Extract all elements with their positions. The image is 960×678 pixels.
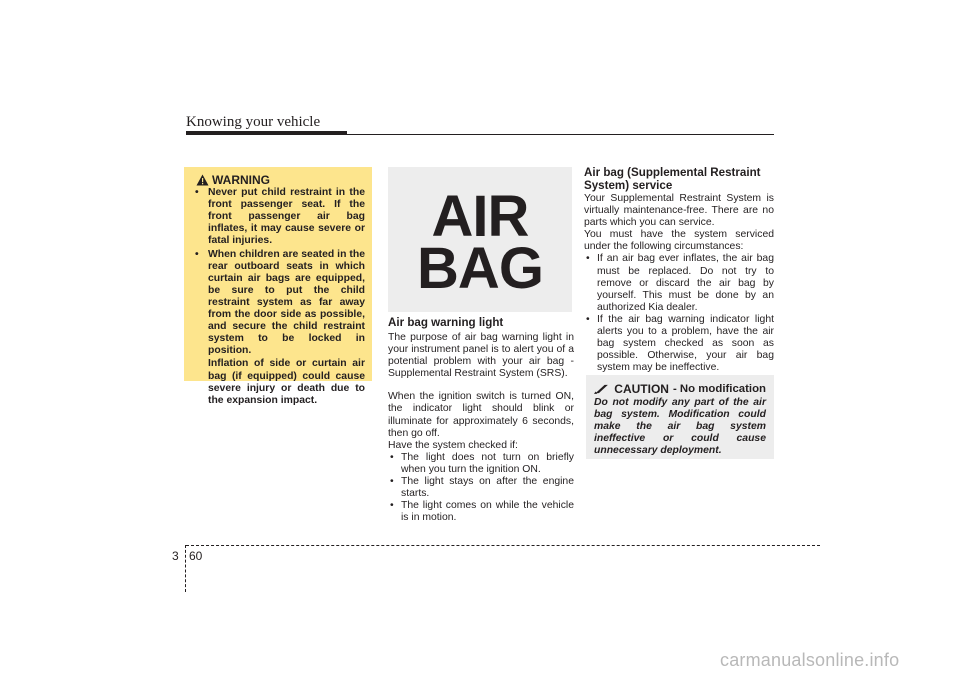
list-item [388, 476, 574, 500]
list-item [388, 452, 574, 476]
list-item-text: The light comes on while the vehicle is in motion. [401, 500, 574, 524]
warning-heading-row [196, 174, 365, 186]
page-number: 60 [189, 549, 203, 563]
airbag-warning-symbol [388, 167, 572, 312]
warning-bullet-continuation: Inflation of side or curtain air bag (if equipped) could cause severe injury or death due to the expansion impact. [208, 358, 365, 406]
footer-rule [186, 545, 820, 546]
caution-heading: CAUTION [614, 382, 669, 396]
bullet-dot-icon: • [195, 248, 199, 260]
airbag-symbol-line2: BAG [417, 236, 543, 301]
footer-divider [185, 545, 186, 592]
service-body [584, 193, 774, 374]
warning-bullet [193, 187, 365, 247]
list-item [388, 500, 574, 524]
warning-light-body [388, 332, 574, 524]
warning-light-paragraph: When the ignition switch is turned ON, the indicator light should blink or illuminate for approximately 6 seconds, then go off. [388, 391, 574, 439]
warning-bullet [193, 249, 365, 358]
list-item-text: If the air bag warning indicator light alerts you to a problem, have the air bag system checked as soon as possible. Otherwise, your air bag system may be ineffective. [597, 313, 774, 374]
chapter-number: 3 [172, 549, 179, 563]
caution-text: Do not modify any part of the air bag system. Modification could make the air bag system ineffective or could cause unnecessary deployment. [594, 397, 766, 456]
caution-heading-row [594, 382, 766, 396]
service-title: Air bag (Supplemental Restraint System) service [584, 166, 761, 192]
warning-heading: WARNING [212, 173, 270, 187]
bullet-dot-icon: • [195, 187, 199, 199]
list-item-text: The light does not turn on briefly when you turn the ignition ON. [401, 451, 574, 475]
warning-light-paragraph: Have the system checked if: [388, 439, 518, 451]
list-item-text: The light stays on after the engine starts. [401, 476, 574, 500]
bullet-dot-icon: • [390, 500, 394, 512]
bullet-dot-icon: • [586, 253, 590, 265]
warning-light-title: Air bag warning light [388, 316, 504, 329]
airbag-symbol-line1: AIR [431, 184, 529, 249]
bullet-dot-icon: • [390, 451, 394, 463]
header-rule-accent [186, 131, 347, 135]
caution-subheading: - No modification [672, 383, 766, 395]
bullet-dot-icon: • [586, 313, 590, 325]
warning-box [184, 167, 372, 406]
warning-bullet-text: When children are seated in the rear outboard seats in which curtain air bags are equipped, be sure to put the child restraint system as far away from the door side as possible, and secure the child restraint system to be locked in position. [208, 248, 365, 357]
bullet-dot-icon: • [390, 476, 394, 488]
list-item [584, 314, 774, 374]
warning-triangle-icon [196, 174, 209, 186]
warning-bullet-text: Never put child restraint in the front passenger seat. If the front passenger air bag inflates, it may cause severe or fatal injuries. [208, 187, 365, 247]
list-item-text: If an air bag ever inflates, the air bag must be replaced. Do not try to remove or discard the air bag by yourself. This must be done by an authorized Kia dealer. [597, 253, 774, 313]
header-title: Knowing your vehicle [186, 114, 321, 130]
caution-pencil-icon [594, 383, 610, 395]
service-paragraph: You must have the system serviced under the following circumstances: [584, 229, 774, 253]
service-paragraph: Your Supplemental Restraint System is virtually maintenance-free. There are no parts which you can service. [584, 193, 774, 229]
watermark: carmanualsonline.info [720, 650, 900, 670]
warning-light-paragraph: The purpose of air bag warning light in your instrument panel is to alert you of a potential problem with your air bag - Supplemental Restraint System (SRS). [388, 332, 574, 380]
list-item [584, 253, 774, 313]
caution-box [586, 375, 774, 459]
